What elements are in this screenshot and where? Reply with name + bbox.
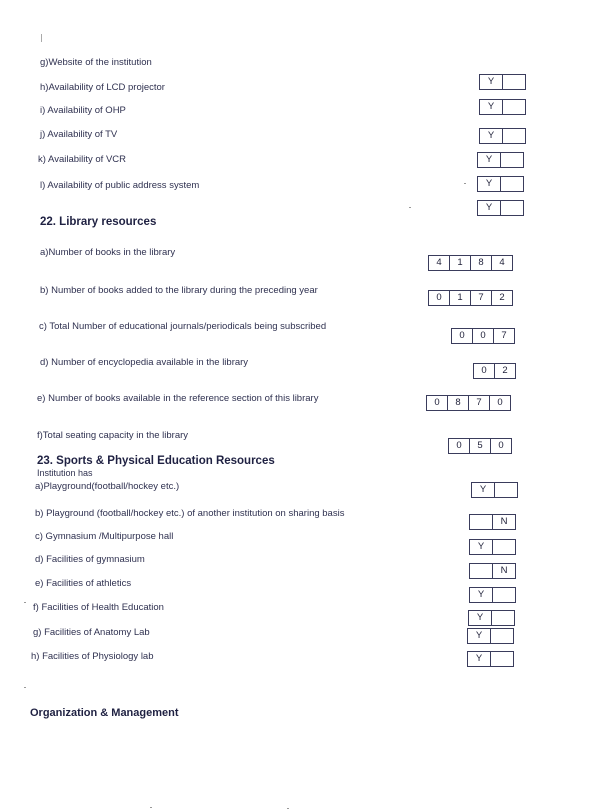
sports-heading: 23. Sports & Physical Education Resources: [37, 455, 275, 467]
sports-label-b: b) Playground (football/hockey etc.) of another institution on sharing basis: [35, 508, 345, 519]
library-label-a: a)Number of books in the library: [40, 247, 176, 258]
facility-box-h: [479, 74, 525, 90]
facility-box-i: [479, 99, 525, 115]
sports-box-c: [469, 539, 515, 555]
answer-cell: [502, 128, 526, 144]
sports-label-h: h) Facilities of Physiology lab: [31, 651, 154, 662]
library-label-f: f)Total seating capacity in the library: [37, 430, 189, 441]
digit-cell: 8: [470, 255, 492, 271]
facility-label-j: j) Availability of TV: [40, 129, 118, 140]
answer-cell: [490, 651, 514, 667]
sports-box-h: [467, 651, 513, 667]
digit-cell: 7: [468, 395, 490, 411]
facility-label-h: h)Availability of LCD projector: [40, 82, 165, 93]
answer-cell: [469, 514, 493, 530]
facility-label-k: k) Availability of VCR: [38, 154, 126, 165]
digit-cell: 1: [449, 290, 471, 306]
digit-cell: 4: [491, 255, 513, 271]
library-box-d: [473, 363, 515, 379]
scan-speck: [24, 602, 26, 603]
digit-cell: 0: [490, 438, 512, 454]
library-box-f: [448, 438, 511, 454]
answer-cell: [500, 152, 524, 168]
answer-cell: Y: [469, 539, 493, 555]
digit-cell: 0: [473, 363, 495, 379]
digit-cell: 8: [447, 395, 469, 411]
answer-cell: Y: [471, 482, 495, 498]
facility-label-i: i) Availability of OHP: [40, 105, 126, 116]
sports-label-f: f) Facilities of Health Education: [33, 602, 164, 613]
library-label-d: d) Number of encyclopedia available in the library: [40, 357, 249, 368]
library-box-a: [428, 255, 512, 271]
sports-subheading: Institution has: [37, 468, 93, 478]
sports-box-f: [468, 610, 514, 626]
sports-box-g: [467, 628, 513, 644]
sports-label-e: e) Facilities of athletics: [35, 578, 132, 589]
digit-cell: 0: [451, 328, 473, 344]
answer-cell: [469, 563, 493, 579]
library-box-e: [426, 395, 510, 411]
answer-cell: [502, 74, 526, 90]
scan-speck: [150, 807, 152, 808]
digit-cell: 0: [489, 395, 511, 411]
answer-cell: [492, 587, 516, 603]
sports-label-a: a)Playground(football/hockey etc.): [35, 481, 180, 492]
facility-box-j: [479, 128, 525, 144]
organization-heading: Organization & Management: [30, 707, 179, 719]
answer-cell: Y: [477, 152, 501, 168]
sports-label-g: g) Facilities of Anatomy Lab: [33, 627, 150, 638]
digit-cell: 2: [491, 290, 513, 306]
answer-cell: Y: [477, 176, 501, 192]
scan-speck: [464, 183, 466, 184]
digit-cell: 0: [426, 395, 448, 411]
digit-cell: 2: [494, 363, 516, 379]
answer-cell: Y: [479, 128, 503, 144]
digit-cell: 0: [448, 438, 470, 454]
answer-cell: Y: [479, 99, 503, 115]
digit-cell: 1: [449, 255, 471, 271]
digit-cell: 4: [428, 255, 450, 271]
digit-cell: 5: [469, 438, 491, 454]
answer-cell: [500, 200, 524, 216]
answer-cell: Y: [468, 610, 492, 626]
answer-cell: Y: [467, 628, 491, 644]
library-label-c: c) Total Number of educational journals/periodicals being subscribed: [39, 321, 327, 332]
answer-cell: [491, 610, 515, 626]
answer-cell: N: [492, 563, 516, 579]
facility-box-k: [477, 152, 523, 168]
facility-box-extra: [477, 200, 523, 216]
answer-cell: N: [492, 514, 516, 530]
digit-cell: 0: [472, 328, 494, 344]
library-box-b: [428, 290, 512, 306]
digit-cell: 7: [470, 290, 492, 306]
answer-cell: [502, 99, 526, 115]
digit-cell: 0: [428, 290, 450, 306]
scan-speck: [409, 207, 411, 208]
facility-label-l: l) Availability of public address system: [40, 180, 200, 191]
answer-cell: Y: [479, 74, 503, 90]
sports-box-a: [471, 482, 517, 498]
answer-cell: Y: [469, 587, 493, 603]
library-label-b: b) Number of books added to the library during the preceding year: [40, 285, 318, 296]
digit-cell: 7: [493, 328, 515, 344]
facility-box-l: [477, 176, 523, 192]
facility-label-g: g)Website of the institution: [40, 57, 152, 68]
library-box-c: [451, 328, 514, 344]
library-label-e: e) Number of books available in the reference section of this library: [37, 393, 319, 404]
sports-label-c: c) Gymnasium /Multipurpose hall: [35, 531, 174, 542]
scan-speck: [24, 687, 26, 688]
sports-label-d: d) Facilities of gymnasium: [35, 554, 145, 565]
answer-cell: [492, 539, 516, 555]
sports-box-e: [469, 587, 515, 603]
answer-cell: [494, 482, 518, 498]
scan-speck: [41, 34, 42, 42]
library-heading: 22. Library resources: [40, 216, 157, 228]
answer-cell: [490, 628, 514, 644]
answer-cell: [500, 176, 524, 192]
scan-speck: [287, 808, 289, 809]
answer-cell: Y: [477, 200, 501, 216]
answer-cell: Y: [467, 651, 491, 667]
sports-box-b: [469, 514, 515, 530]
sports-box-d: [469, 563, 515, 579]
